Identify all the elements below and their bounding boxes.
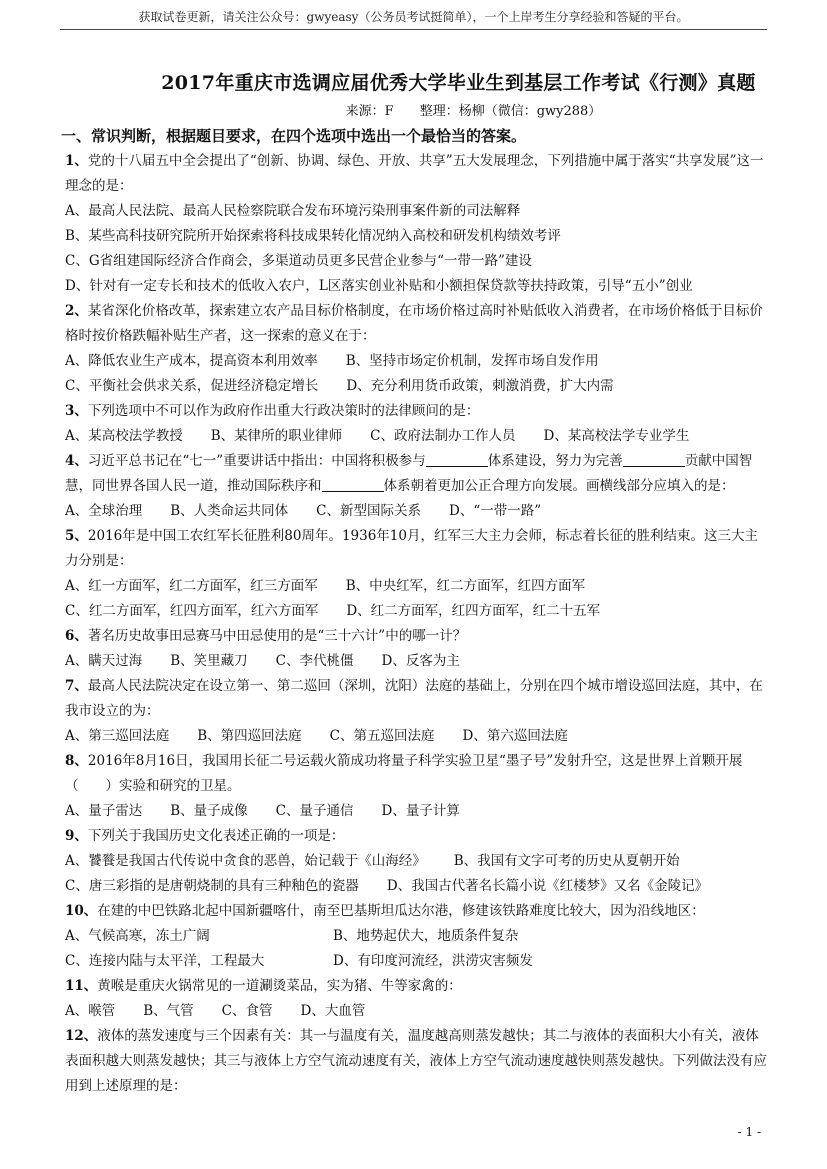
question-number: 5、: [65, 528, 88, 544]
option: C、连接内陆与太平洋，工程最大: [65, 953, 265, 969]
option-row: [65, 999, 771, 1024]
question-text: 2016年8月16日，我国用长征二号运载火箭成功将量子科学实验卫星“墨子号”发射升空，这是世界上首颗开展（ ）实验和研究的卫星。: [65, 753, 743, 794]
option-row: [65, 499, 771, 524]
option-row: [65, 374, 771, 399]
option: B、人类命运共同体: [170, 503, 289, 519]
option: D、有印度河流经，洪涝灾害频发: [333, 953, 533, 969]
question-9: [65, 824, 771, 849]
option: C、唐三彩指的是唐朝烧制的具有三种釉色的瓷器: [65, 878, 359, 894]
question-text: 下列关于我国历史文化表述正确的一项是：: [87, 828, 345, 844]
question-8: [65, 749, 771, 799]
option: B、中央红军，红二方面军，红四方面军: [345, 578, 586, 594]
fill-blank: [322, 478, 384, 492]
option: C、G省组建国际经济合作商会，多渠道动员更多民营企业参与“一带一路”建设: [65, 253, 532, 269]
question-number: 2、: [65, 303, 88, 319]
option: D、针对有一定专长和技术的低收入农户，L区落实创业补贴和小额担保贷款等扶持政策，引导“五小”创业: [65, 278, 693, 294]
question-text: 最高人民法院决定在设立第一、第二巡回（深圳，沈阳）法庭的基础上，分别在四个城市增设巡回法庭，其中，在我市设立的为：: [65, 678, 763, 719]
question-6: [65, 624, 771, 649]
question-5: [65, 524, 771, 574]
question-number: 12、: [65, 1028, 98, 1044]
question-number: 11、: [65, 978, 98, 994]
fill-blank: [426, 453, 488, 467]
option: A、饕餮是我国古代传说中贪食的恶兽，始记载于《山海经》: [65, 853, 426, 869]
option: B、气管: [143, 1003, 194, 1019]
option: C、食管: [221, 1003, 273, 1019]
option: D、我国古代著名长篇小说《红楼梦》又名《金陵记》: [386, 878, 709, 894]
option: B、我国有文字可考的历史从夏朝开始: [453, 853, 680, 869]
question-7: [65, 674, 771, 724]
option: D、反客为主: [381, 653, 460, 669]
question-11: [65, 974, 771, 999]
question-number: 10、: [65, 903, 98, 919]
question-1: [65, 149, 771, 199]
option: B、地势起伏大，地质条件复杂: [333, 928, 519, 944]
option-row: [65, 874, 771, 899]
question-text: 液体的蒸发速度与三个因素有关：其一与温度有关，温度越高则蒸发越快；其二与液体的表面积大小有关，液体表面积越大则蒸发越快；其三与液体上方空气流动速度有关，液体上方空气流动速度越快则蒸发越快。下列做法没有应用到上述原理的是：: [65, 1028, 767, 1094]
option-row: [65, 424, 771, 449]
question-text: 下列选项中不可以作为政府作出重大行政决策时的法律顾问的是：: [87, 403, 480, 419]
page-number: - 1 -: [737, 1125, 761, 1139]
option-row: [65, 574, 771, 599]
option: D、某高校法学专业学生: [543, 428, 690, 444]
option: B、量子成像: [170, 803, 248, 819]
source-line: 来源：F 整理：杨柳（微信：gwy288）: [345, 104, 602, 119]
option: A、量子雷达: [65, 803, 143, 819]
option: D、大血管: [300, 1003, 366, 1019]
option: B、第四巡回法庭: [197, 728, 302, 744]
question-text-part: 习近平总书记在“七一”重要讲话中指出：中国将积极参与: [87, 453, 426, 469]
option: A、第三巡回法庭: [65, 728, 170, 744]
option-row: [65, 599, 771, 624]
option: D、红二方面军，红四方面军，红二十五军: [346, 603, 601, 619]
option: B、坚持市场定价机制，发挥市场自发作用: [345, 353, 599, 369]
option: C、李代桃僵: [275, 653, 354, 669]
question-text: 黄喉是重庆火锅常见的一道涮烫菜品，实为猪、牛等家禽的：: [97, 978, 462, 994]
option: B、某些高科技研究院所开始探索将科技成果转化情况纳入高校和研发机构绩效考评: [65, 228, 561, 244]
question-text: 在建的中巴铁路北起中国新疆喀什，南至巴基斯坦瓜达尔港，修建该铁路难度比较大，因为沿线地区：: [97, 903, 705, 919]
option-row: [65, 949, 771, 974]
option: C、量子通信: [275, 803, 354, 819]
option-row: [65, 724, 771, 749]
question-text-part: 贡献中国智慧，同世界各国人民一道，推动国际秩序和: [65, 453, 753, 494]
question-number: 6、: [65, 628, 88, 644]
question-text: 2016年是中国工农红军长征胜利80周年。1936年10月，红军三大主力会师，标志着长征的胜利结束。这三大主力分别是：: [65, 528, 758, 569]
question-number: 3、: [65, 403, 88, 419]
option: A、降低农业生产成本，提高资本利用效率: [65, 353, 318, 369]
question-number: 8、: [65, 753, 88, 769]
option: C、政府法制办工作人员: [370, 428, 516, 444]
option: D、量子计算: [381, 803, 460, 819]
question-text-part: 体系朝着更加公正合理方向发展。画横线部分应填入的是：: [383, 478, 735, 494]
option: B、笑里藏刀: [170, 653, 248, 669]
document-title: 2017年重庆市选调应届优秀大学毕业生到基层工作考试《行测》真题: [161, 72, 756, 94]
option-row: [65, 849, 771, 874]
option: A、最高人民法院、最高人民检察院联合发布环境污染刑事案件新的司法解释: [65, 203, 521, 219]
fill-blank: [623, 453, 685, 467]
question-10: [65, 899, 771, 924]
question-text: 党的十八届五中全会提出了“创新、协调、绿色、开放、共享”五大发展理念，下列措施中属于落实“共享发展”这一理念的是：: [65, 153, 764, 194]
option: C、平衡社会供求关系，促进经济稳定增长: [65, 378, 319, 394]
option: C、第五巡回法庭: [329, 728, 435, 744]
option-row: [65, 349, 771, 374]
option-row: [65, 924, 771, 949]
question-number: 7、: [65, 678, 88, 694]
option-row: [65, 799, 771, 824]
document-body: [61, 124, 771, 1099]
question-3: [65, 399, 771, 424]
page-header: 获取试卷更新，请关注公众号：gwyeasy（公务员考试挺简单），一个上岸考生分享经验和答疑的平台。: [60, 8, 767, 30]
option: C、新型国际关系: [316, 503, 422, 519]
question-4: [65, 449, 771, 499]
question-text: 某省深化价格改革，探索建立农产品目标价格制度，在市场价格过高时补贴低收入消费者，在市场价格低于目标价格时按价格跌幅补贴生产者，这一探索的意义在于：: [65, 303, 763, 344]
option-row: [65, 649, 771, 674]
question-2: [65, 299, 771, 349]
option: A、红一方面军，红二方面军，红三方面军: [65, 578, 318, 594]
option: D、第六巡回法庭: [462, 728, 568, 744]
question-number: 9、: [65, 828, 88, 844]
question-number: 4、: [65, 453, 88, 469]
option: A、某高校法学教授: [65, 428, 183, 444]
option: C、红二方面军，红四方面军，红六方面军: [65, 603, 319, 619]
option: D、“一带一路”: [449, 503, 542, 519]
option: A、气候高寒，冻土广阔: [65, 928, 210, 944]
question-number: 1、: [65, 153, 88, 169]
question-text-part: 体系建设，努力为完善: [487, 453, 623, 469]
section-heading: 一、常识判断，根据题目要求，在四个选项中选出一个最恰当的答案。: [61, 127, 527, 145]
option: A、瞒天过海: [65, 653, 143, 669]
question-text: 著名历史故事田忌赛马中田忌使用的是“三十六计”中的哪一计？: [87, 628, 467, 644]
option: B、某律所的职业律师: [210, 428, 343, 444]
question-12: [65, 1024, 771, 1099]
option: D、充分利用货币政策，刺激消费，扩大内需: [346, 378, 614, 394]
option: A、全球治理: [65, 503, 143, 519]
option: A、喉管: [65, 1003, 116, 1019]
